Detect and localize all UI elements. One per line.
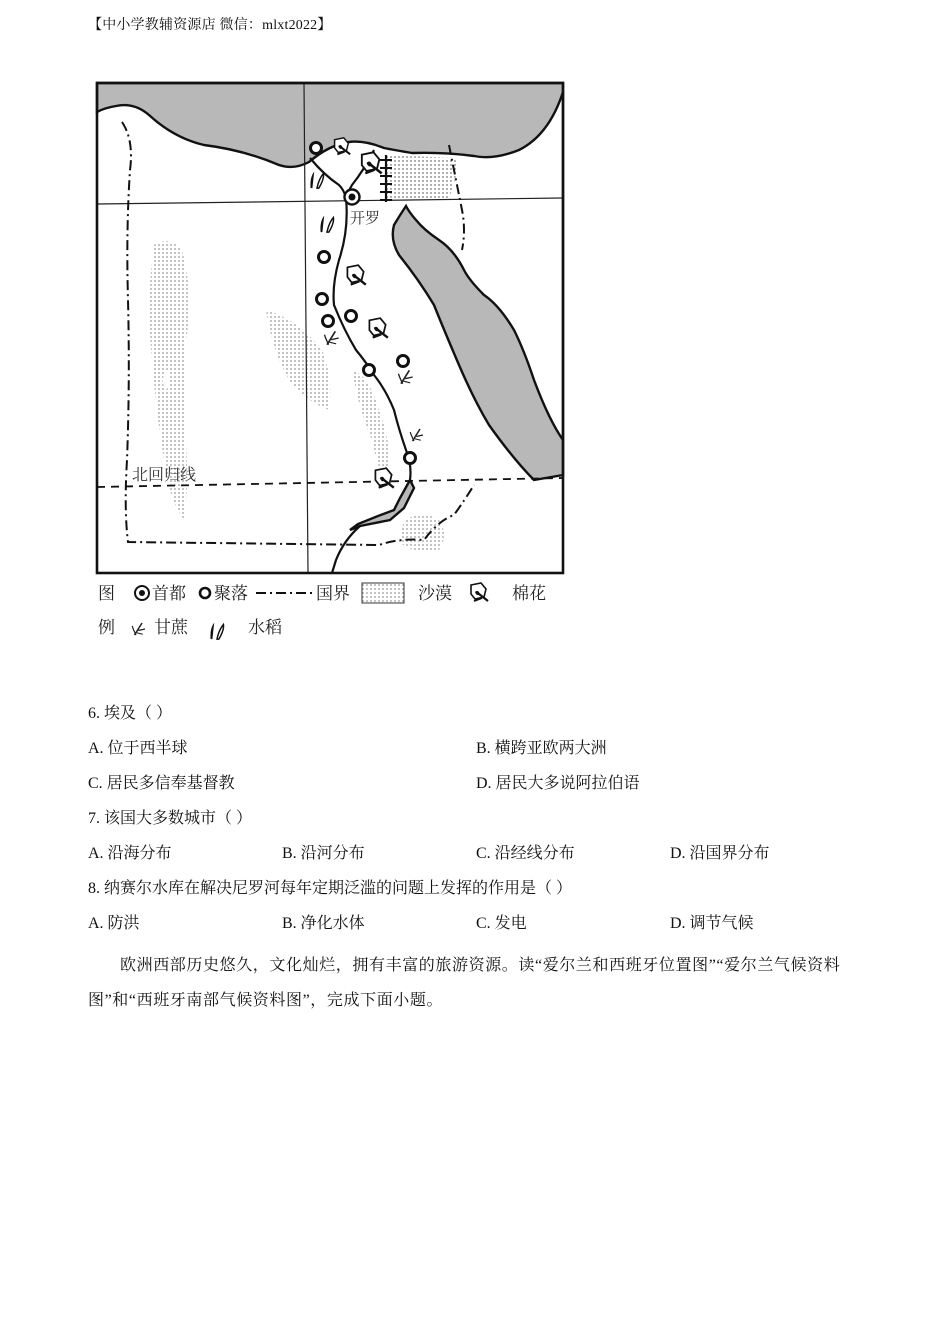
tropic-label: 北回归线: [132, 465, 197, 484]
question-8-option-a: A. 防洪: [88, 915, 140, 932]
legend-desert-swatch: [362, 583, 404, 603]
legend-cotton-label: 棉花: [512, 584, 546, 604]
svg-text:图: 图: [98, 584, 115, 604]
city-label-cairo: 开罗: [350, 209, 381, 227]
capital-icon: [345, 190, 360, 205]
question-7-option-d: D. 沿国界分布: [670, 845, 770, 862]
legend-settlement-icon: [200, 588, 210, 598]
legend-rice-icon: [210, 623, 223, 640]
legend-cotton-icon: [471, 583, 488, 601]
legend-border-label: 国界: [316, 584, 350, 604]
question-8-option-b: B. 净化水体: [282, 915, 365, 932]
map-legend: [98, 583, 546, 639]
question-6-stem: 6. 埃及（ ）: [88, 705, 173, 722]
svg-text:例: 例: [98, 618, 115, 638]
question-7-option-a: A. 沿海分布: [88, 845, 172, 862]
question-7-stem: 7. 该国大多数城市（ ）: [88, 810, 253, 827]
page-header: 【中小学教辅资源店 微信：mlxt2022】: [88, 18, 332, 33]
question-6-option-c: C. 居民多信奉基督教: [88, 775, 235, 792]
legend-sugarcane-label: 甘蔗: [154, 618, 188, 638]
legend-rice-label: 水稻: [248, 618, 282, 638]
reading-passage: 欧洲西部历史悠久，文化灿烂，拥有丰富的旅游资源。读“爱尔兰和西班牙位置图”“爱尔兰气候资料图”和“西班牙南部气候资料图”，完成下面小题。: [88, 957, 841, 1009]
question-8-option-c: C. 发电: [476, 915, 527, 932]
question-6-option-a: A. 位于西半球: [88, 740, 188, 757]
question-6-option-b: B. 横跨亚欧两大洲: [476, 740, 607, 757]
question-8-stem: 8. 纳赛尔水库在解决尼罗河每年定期泛滥的问题上发挥的作用是（ ）: [88, 880, 573, 897]
question-7-option-b: B. 沿河分布: [282, 845, 365, 862]
legend-desert-label: 沙漠: [418, 584, 452, 604]
legend-settlement-label: 聚落: [214, 584, 248, 604]
question-6-option-d: D. 居民大多说阿拉伯语: [476, 775, 640, 792]
question-8-option-d: D. 调节气候: [670, 915, 754, 932]
legend-capital-label: 首都: [152, 584, 186, 604]
question-7-option-c: C. 沿经线分布: [476, 845, 575, 862]
egypt-map: [94, 80, 574, 660]
legend-sugarcane-icon: [132, 623, 145, 635]
